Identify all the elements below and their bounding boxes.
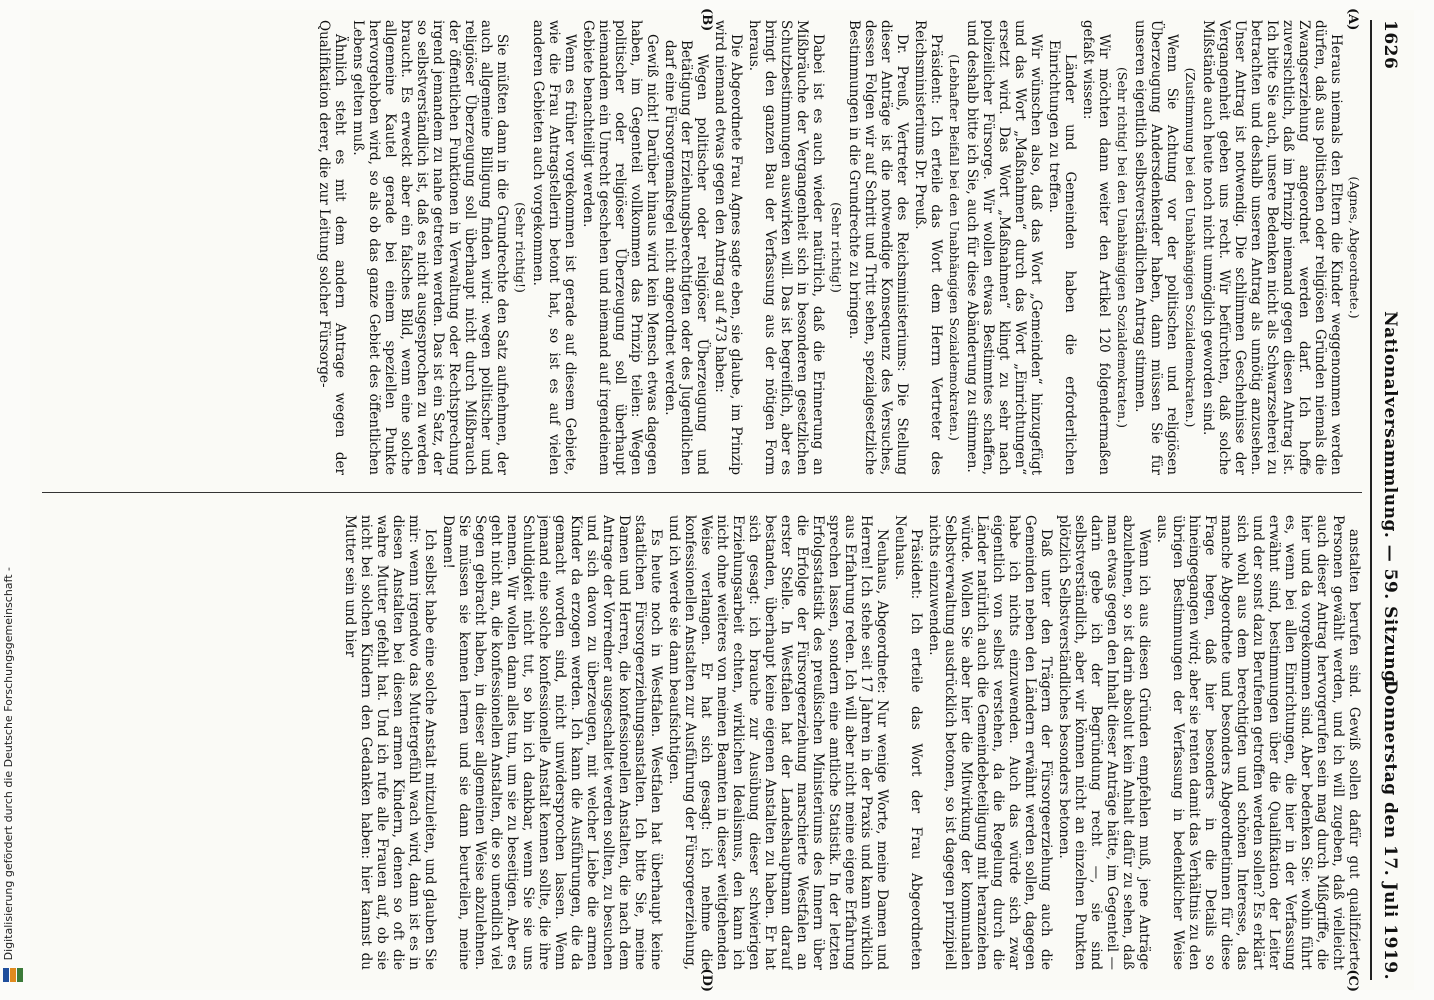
page-header [1370, 20, 1404, 980]
paragraph: Wenn es früher vorgekommen ist gerade auf diesem Gebiete, wie die Frau Antragstellerin betont hat, so ist es auf vielen anderen Gebieten auch vorgekommen. [530, 20, 578, 475]
quoted-text: Wegen politischer oder religiöser Überzeugung und Betätigung der Erziehungsberechtigten oder des Jugendlichen darf eine Fürsorgemaßregel nicht angeordnet werden. [662, 40, 710, 475]
paragraph: Ich selbst habe eine solche Anstalt mitzuleiten, und glauben Sie mir: wenn irgendwo das Muttergefühl wach wird, dann ist es in diesen Anstalten bei diesen armen Kindern, denen so oft die wahre Mutter gefehlt hat. Und ich rufe alle Frauen auf, ob sie nicht bei solchen Kindern den Gedanken haben: hier kannst du Mutter sein und hier [342, 515, 438, 970]
president-paragraph: Präsident: Ich erteile das Wort der Frau Abgeordneten Neuhaus. [892, 515, 924, 970]
margin-mark-a: (A) [1345, 8, 1360, 31]
page-number: 1626 [1380, 20, 1400, 70]
scanned-page [14, 10, 1414, 990]
paragraph: Ähnlich steht es mit dem andern Antrage wegen der Qualifikation derer, die zur Leitung solcher Fürsorge- [316, 20, 348, 475]
speaker-paragraph: Dr. Preuß, Vertreter des Reichsministeriums: Die Stellung dieser Anträge ist die notwendige Konsequenz des Versuches, dessen Folgen wir auf Schritt und Tritt sehen, spezialgesetzliche Bestimmungen in die Grundrechte zu bringen. [846, 20, 910, 475]
paragraph: Daß unter den Trägern der Fürsorgeerziehung auch die Gemeinden neben den Ländern erwähnt werden sollen, dagegen habe ich nichts einzuwenden. Auch das würde sich zwar eigentlich von selbst verstehen, da die Regelung durch die Länder natürlich auch die Gemeindebeteiligung mit heranziehen würde. Wollen Sie aber hier die Mitwirkung der kommunalen Selbstverwaltung ausdrücklich betonen, so ist dagegen prinzipiell nichts einzuwenden. [926, 515, 1054, 970]
header-title: Nationalversammlung. — 59. Sitzung. [1380, 311, 1400, 689]
dfg-logo-icon [3, 968, 23, 982]
paragraph: Wenn ich aus diesen Gründen empfehlen muß, jene Anträge abzulehnen, so ist darin absolut kein Anhalt dafür zu sehen, daß man etwas gegen den Inhalt dieser Anträge hätte, im Gegenteil — darin gebe ich der Begründung recht —, sie sind selbstverständlich, aber wir können nicht an einzelnen Punkten plötzlich Selbstverständliches besonders betonen. [1056, 515, 1152, 970]
margin-mark-d: (D) [699, 968, 714, 992]
margin-mark-c: (C) [1345, 969, 1360, 992]
president-paragraph: Präsident: Ich erteile das Wort dem Herrn Vertreter des Reichsministeriums Dr. Preuß. [912, 20, 944, 475]
logo-bar [10, 968, 16, 982]
interjection: (Sehr richtig!) [829, 202, 844, 293]
paragraph: Heraus niemals den Eltern die Kinder weggenommen werden dürfen, daß aus politischen oder religiösen Gründen niemals die Zwangserziehung angeordnet werden darf. Ich hoffe zuversichtlich, daß im Prinzip niemand gegen diesen Antrag ist. Ich bitte Sie auch, unsere Bedenken nicht als Schwarzseherei zu betrachten und deshalb unseren Antrag als unnötig anzusehen. Unser Antrag ist notwendig. Die schlimmen Geschehnisse der Vergangenheit geben uns recht. Wir befürchten, daß solche Mißstände auch heute noch nicht unmöglich geworden sind. [1200, 20, 1344, 475]
paragraph: Gewiß nicht! Darüber hinaus wird kein Mensch etwas dagegen haben, im Gegenteil vollkommen das Prinzip teilen: Wegen politischer oder religiöser Überzeugung soll überhaupt niemandem ein Unrecht geschehen und niemand auf irgendeinem Gebiete benachteiligt werden. [580, 20, 660, 475]
column-divider [42, 492, 1362, 493]
paragraph: Wir wünschen also, daß das Wort „Gemeinden“ hinzugefügt und das Wort „Maßnahmen“ durch das Wort „Einrichtungen“ ersetzt wird. Das Wort „Maßnahmen“ klingt zu sehr nach polizeilicher Fürsorge. Wir wollen etwas Bestimmtes schaffen, und deshalb bitte ich Sie, auch für diese Abänderung zu stimmen. [964, 20, 1044, 475]
logo-bar [3, 968, 9, 982]
interjection: (Sehr richtig!) [513, 202, 528, 293]
logo-bar [17, 968, 23, 982]
paragraph: Es heute noch in Westfalen. Westfalen hat überhaupt keine staatlichen Fürsorgeerziehungsanstalten. Ich bitte Sie, meine Damen und Herren, die konfessionellen Anstalten, die nach dem Antrage der Vorredner ausgeschaltet werden sollten, zu besuchen und sich davon zu überzeugen, mit welcher Liebe die armen Kinder da erzogen werden. Ich kann die Ausführungen, die da gemacht worden sind, nicht unwidersprochen lassen. Wenn jemand eine solche konfessionelle Anstalt kennen sollte, die ihre Schuldigkeit nicht tut, so bin ich dankbar, wenn Sie sie uns nennen. Wir wollen dann alles tun, um sie zu beseitigen. Aber es geht nicht an, die konfessionellen Anstalten, die so unendlich viel Segen gebracht haben, in dieser allgemeinen Weise abzulehnen. Sie müssen sie kennen lernen und sie dann beurteilen, meine Damen! [440, 515, 664, 970]
paragraph: Die Abgeordnete Frau Agnes sagte eben, sie glaube, im Prinzip wird niemand etwas gegen den Antrag auf 473 haben: [712, 20, 744, 475]
paragraph: Wenn Sie Achtung vor der politischen und religiösen Überzeugung Andersdenkender haben, dann müssen Sie für unseren eigentlich selbstverständlichen Antrag stimmen. [1132, 20, 1180, 475]
paragraph: anstalten berufen sind. Gewiß sollen dafür gut qualifizierte Personen gewählt werden, und ich will zugeben, daß vielleicht auch dieser Antrag hervorgerufen sein mag durch Mißgriffe, die hier und da vorgekommen sind. Aber bedenken Sie: wohin führt es, wenn bei allen Einrichtungen, die hier in der Verfassung erwähnt sind, bestimmungen über die Qualifikation der Leiter und der sonst dazu Berufenen getroffen werden sollen? Es erklärt sich wohl aus dem berechtigten und schönen Interesse, das manche Abgeordnete und besonders Abgeordnetinnen für diese Frage hegen, daß hier besonders in die Details so hineingegangen wird; aber sie renten damit das Verhältnis zu den übrigen Bestimmungen der Verfassung in bedenklicher Weise aus. [1154, 515, 1362, 970]
credit-sidebar [0, 0, 30, 1000]
left-column [42, 20, 1362, 475]
quoted-text: Länder und Gemeinden haben die erforderlichen Einrichtungen zu treffen. [1046, 40, 1078, 475]
speaker-paragraph: Neuhaus, Abgeordnete: Nur wenige Worte, meine Damen und Herren! Ich stehe seit 17 Jahren in der Praxis und kann wirklich aus Erfahrung reden. Ich will aber nicht meine eigene Erfahrung sprechen lassen, sondern eine amtliche Statistik. In der letzten Erfolgsstatistik des preußischen Ministeriums des Innern über die Erfolge der Fürsorgeerziehung marschierte Westfalen an erster Stelle. In Westfalen hat der Landeshauptmann darauf bestanden, überhaupt keine eigenen Anstalten zu haben. Er hat sich gesagt: ich brauche zur Ausübung dieser schwierigen Erziehungsarbeit echten, wirklichen Idealismus, den kann ich nicht ohne weiteres von meinen Beamten in dieser weitgehenden Weise verlangen. Er hat sich gesagt: ich nehme die konfessionellen Anstalten zur Ausführung der Fürsorgeerziehung, und ich werde sie dann beaufsichtigen. [666, 515, 890, 970]
right-column [42, 515, 1362, 970]
paragraph: Wir möchten dann weiter den Artikel 120 folgendermaßen gefaßt wissen: [1080, 20, 1112, 475]
speaker-note: (Agnes, Abgeordnete.) [1347, 176, 1362, 319]
margin-mark-b: (B) [699, 8, 714, 32]
digitization-credit: Digitalisierung gefördert durch die Deutsche Forschungsgemeinschaft - [2, 566, 15, 960]
interjection: (Sehr richtig! bei den Unabhängigen Sozialdemokraten.) [1115, 67, 1130, 428]
paragraph: Sie müßten dann in die Grundrechte den Satz aufnehmen, der auch allgemeine Billigung finden wird: wegen politischer und religiöser Überzeugung soll überhaupt nicht durch Mißbrauch der öffentlichen Funktionen in Verwaltung oder Rechtsprechung irgend jemandem zu nahe getreten werden. Das ist ein Satz, der so selbstverständlich ist, daß es nicht ausgesprochen zu werden braucht. Es erweckt aber ein falsches Bild, wenn eine solche allgemeine Kautel gerade bei einem speziellen Punkte hervorgehoben wird, so als ob das ganze Gebiet des öffentlichen Lebens gelten muß. [350, 20, 510, 475]
interjection: (Zustimmung bei den Unabhängigen Sozialdemokraten.) [1183, 67, 1198, 428]
interjection: (Lebhafter Beifall bei den Unabhängigen Sozialdemokraten.) [947, 54, 962, 441]
paragraph: Dabei ist es auch wieder natürlich, daß die Erinnerung an Mißbräuche der Vergangenheit sich in besonderen gesetzlichen Schutzbestimmungen auswirken will. Das ist begreiflich, aber es bringt den ganzen Bau der Verfassung aus der nötigen Form heraus. [746, 20, 826, 475]
header-date: Donnerstag den 17. Juli 1919. [1380, 679, 1400, 980]
